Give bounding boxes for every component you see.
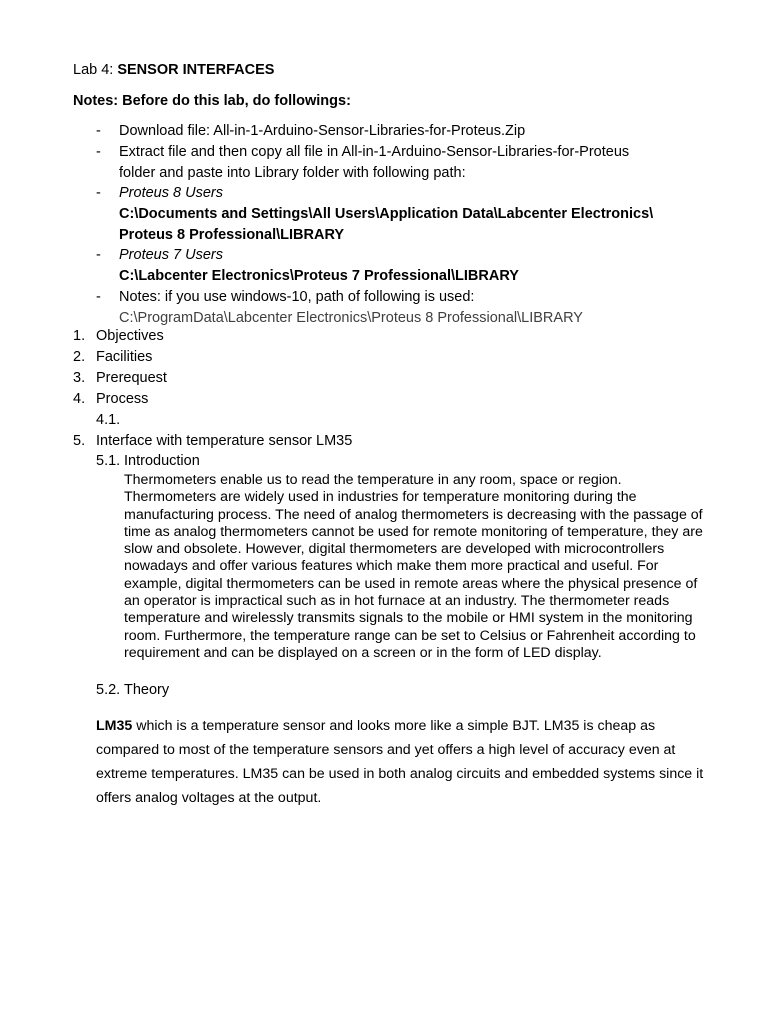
- notes-heading: Notes: Before do this lab, do followings:: [73, 93, 351, 109]
- proteus7-path: C:\Labcenter Electronics\Proteus 7 Professional\LIBRARY: [119, 268, 519, 284]
- note-extract-line2: folder and paste into Library folder with following path:: [119, 165, 466, 181]
- outline-subnumber-5-2: 5.2.: [96, 682, 121, 698]
- windows10-path: C:\ProgramData\Labcenter Electronics\Proteus 8 Professional\LIBRARY: [119, 310, 583, 326]
- note-windows10: Notes: if you use windows-10, path of following is used:: [119, 289, 475, 305]
- outline-number: 2.: [73, 349, 86, 365]
- outline-facilities: Facilities: [96, 349, 153, 365]
- bullet-dash: -: [96, 123, 101, 139]
- introduction-paragraph: Thermometers enable us to read the temperature in any room, space or region. Thermometers are widely used in industries for temperature monitoring during the manufacturing process. The need of analog thermometers is decreasing with the passage of time as analog thermometers cannot be used for remote monitoring of temperature, they are slow and obsolete. However, digital thermometers are developed with microcontrollers nowadays and offer various features which make them more practical and useful. For example, digital thermometers can be used in remote areas where the physical presence of an operator is impractical such as in hot furnace at an industry. The thermometer reads temperature and wirelessly transmits signals to the mobile or HMI system in the monitoring room. Furthermore, the temperature range can be set to Celsius or Fahrenheit according to requirement and can be displayed on a screen or in the form of LED display.: [124, 472, 703, 661]
- outline-subnumber-5-1: 5.1.: [96, 453, 121, 469]
- note-download: Download file: All-in-1-Arduino-Sensor-Libraries-for-Proteus.Zip: [119, 123, 526, 139]
- theory-lead-term: LM35: [96, 718, 133, 734]
- outline-lm35-interface: Interface with temperature sensor LM35: [96, 433, 353, 449]
- lab-title-line: [73, 60, 274, 81]
- bullet-dash: -: [96, 247, 101, 263]
- outline-process: Process: [96, 391, 149, 407]
- proteus7-label: Proteus 7 Users: [119, 247, 223, 263]
- proteus8-path-line1: C:\Documents and Settings\All Users\Application Data\Labcenter Electronics\: [119, 206, 654, 222]
- section-introduction-heading: Introduction: [124, 453, 200, 469]
- outline-number: 3.: [73, 370, 86, 386]
- bullet-dash: -: [96, 185, 101, 201]
- proteus8-path-line2: Proteus 8 Professional\LIBRARY: [119, 227, 345, 243]
- proteus8-label: Proteus 8 Users: [119, 185, 223, 201]
- theory-paragraph: [96, 714, 711, 810]
- bullet-dash: -: [96, 289, 101, 305]
- lab-title: SENSOR INTERFACES: [117, 62, 275, 78]
- outline-prerequest: Prerequest: [96, 370, 167, 386]
- lab-prefix: Lab 4:: [73, 62, 118, 78]
- outline-subnumber-4-1: 4.1.: [96, 412, 121, 428]
- outline-objectives: Objectives: [96, 328, 164, 344]
- bullet-dash: -: [96, 144, 101, 160]
- outline-number: 1.: [73, 328, 86, 344]
- note-extract-line1: Extract file and then copy all file in All-in-1-Arduino-Sensor-Libraries-for-Proteus: [119, 144, 630, 160]
- theory-body: which is a temperature sensor and looks more like a simple BJT. LM35 is cheap as compared to most of the temperature sensors and yet offers a high level of accuracy even at extreme temperatures. LM35 can be used in both analog circuits and embedded systems since it offers analog voltages at the output.: [96, 718, 704, 806]
- section-theory-heading: Theory: [124, 682, 170, 698]
- outline-number: 4.: [73, 391, 86, 407]
- outline-number: 5.: [73, 433, 86, 449]
